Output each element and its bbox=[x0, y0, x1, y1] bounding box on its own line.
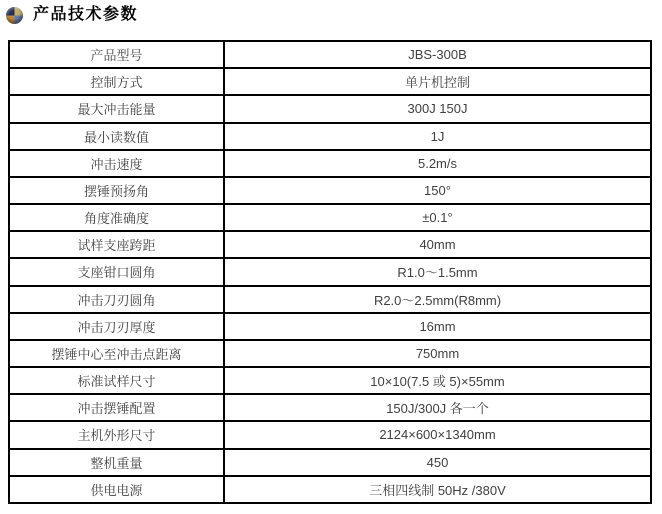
spec-label: 最大冲击能量 bbox=[9, 95, 224, 122]
spec-label: 控制方式 bbox=[9, 68, 224, 95]
spec-label: 支座钳口圆角 bbox=[9, 258, 224, 285]
spec-label: 整机重量 bbox=[9, 449, 224, 476]
table-row bbox=[9, 367, 651, 394]
sphere-quadrant-icon bbox=[6, 7, 23, 24]
table-row bbox=[9, 95, 651, 122]
spec-value: R1.0～1.5mm bbox=[224, 258, 651, 285]
spec-value: 5.2m/s bbox=[224, 150, 651, 177]
table-row bbox=[9, 313, 651, 340]
spec-value: 三相四线制 50Hz /380V bbox=[224, 476, 651, 503]
table-row bbox=[9, 204, 651, 231]
spec-label: 冲击刀刃厚度 bbox=[9, 313, 224, 340]
spec-value: 单片机控制 bbox=[224, 68, 651, 95]
table-row bbox=[9, 394, 651, 421]
spec-label: 最小读数值 bbox=[9, 123, 224, 150]
table-row bbox=[9, 340, 651, 367]
table-row bbox=[9, 177, 651, 204]
table-row bbox=[9, 286, 651, 313]
spec-value: 40mm bbox=[224, 231, 651, 258]
page-title: 产品技术参数 bbox=[33, 6, 139, 23]
spec-label: 冲击速度 bbox=[9, 150, 224, 177]
spec-value: 750mm bbox=[224, 340, 651, 367]
spec-label: 角度准确度 bbox=[9, 204, 224, 231]
spec-label: 标准试样尺寸 bbox=[9, 367, 224, 394]
table-row bbox=[9, 150, 651, 177]
spec-label: 产品型号 bbox=[9, 41, 224, 68]
table-row bbox=[9, 449, 651, 476]
table-row bbox=[9, 231, 651, 258]
spec-value: 16mm bbox=[224, 313, 651, 340]
spec-label: 试样支座跨距 bbox=[9, 231, 224, 258]
spec-label: 冲击刀刃圆角 bbox=[9, 286, 224, 313]
spec-value: 450 bbox=[224, 449, 651, 476]
spec-value: R2.0～2.5mm(R8mm) bbox=[224, 286, 651, 313]
spec-value: ±0.1° bbox=[224, 204, 651, 231]
spec-value: 300J 150J bbox=[224, 95, 651, 122]
spec-label: 供电电源 bbox=[9, 476, 224, 503]
spec-label: 摆锤中心至冲击点距离 bbox=[9, 340, 224, 367]
table-row bbox=[9, 41, 651, 68]
spec-label: 主机外形尺寸 bbox=[9, 421, 224, 448]
spec-value: JBS-300B bbox=[224, 41, 651, 68]
spec-value: 150° bbox=[224, 177, 651, 204]
spec-label: 摆锤预扬角 bbox=[9, 177, 224, 204]
table-row bbox=[9, 123, 651, 150]
spec-value: 1J bbox=[224, 123, 651, 150]
spec-value: 150J/300J 各一个 bbox=[224, 394, 651, 421]
spec-label: 冲击摆锤配置 bbox=[9, 394, 224, 421]
table-row bbox=[9, 258, 651, 285]
spec-table-body bbox=[9, 41, 651, 503]
spec-value: 10×10(7.5 或 5)×55mm bbox=[224, 367, 651, 394]
spec-value: 2124×600×1340mm bbox=[224, 421, 651, 448]
table-row bbox=[9, 421, 651, 448]
spec-table bbox=[8, 40, 652, 504]
table-row bbox=[9, 476, 651, 503]
section-header bbox=[6, 4, 138, 26]
table-row bbox=[9, 68, 651, 95]
